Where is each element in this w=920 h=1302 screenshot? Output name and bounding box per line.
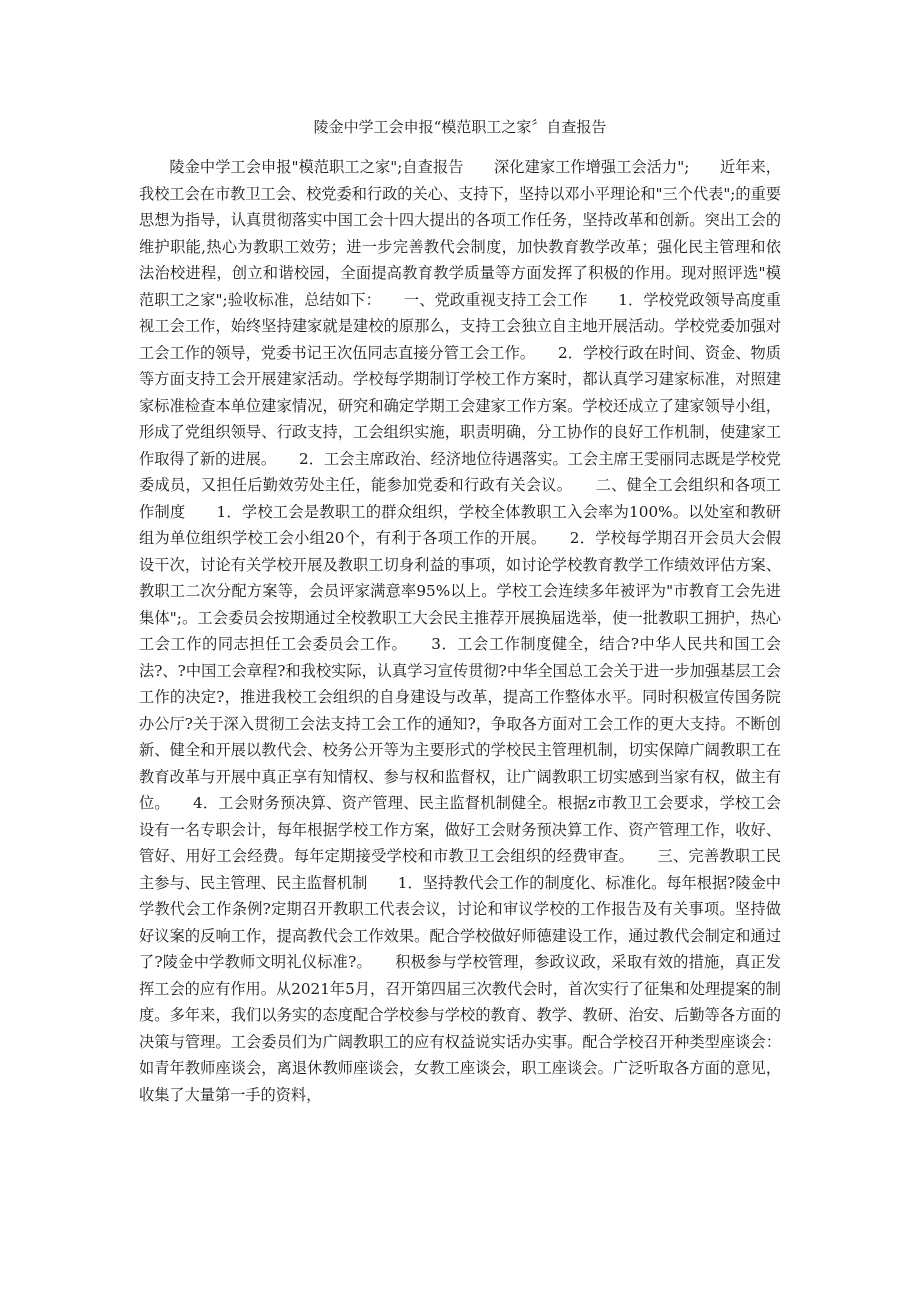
document-title: 陵金中学工会申报“模范职工之家〞自查报告 [313,118,607,136]
document-body-paragraph: 陵金中学工会申报"模范职工之家";自查报告 深化建家工作增强工会活力"; 近年来，我校工会在市教卫工会、校党委和行政的关心、支持下，坚持以邓小平理论和"三个代表";的重要思想为指导，认真贯彻落实中国工会十四大提出的各项工作任务，坚持改革和创新。突出工会的维护职能,热心为教职工效劳；进一步完善教代会制度，加快教育教学改革；强化民主管理和依法治校进程，创立和谐校园，全面提高教育教学质量等方面发挥了积极的作用。现对照评选"模范职工之家";验收标准，总结如下： 一、党政重视支持工会工作 1．学校党政领导高度重视工会工作，始终坚持建家就是建校的原那么，支持工会独立自主地开展活动。学校党委加强对工会工作的领导，党委书记王次伍同志直接分管工会工作。 2．学校行政在时间、资金、物质等方面支持工会开展建家活动。学校每学期制订学校工作方案时，都认真学习建家标准，对照建家标准检查本单位建家情况，研究和确定学期工会建家工作方案。学校还成立了建家领导小组，形成了党组织领导、行政支持，工会组织实施，职责明确，分工协作的良好工作机制，使建家工作取得了新的进展。 2．工会主席政治、经济地位待遇落实。工会主席王雯丽同志既是学校党委成员，又担任后勤效劳处主任，能参加党委和行政有关会议。 二、健全工会组织和各项工作制度 1．学校工会是教职工的群众组织，学校全体教职工入会率为100%。以处室和教研组为单位组织学校工会小组20个，有利于各项工作的开展。 2．学校每学期召开会员大会假设干次，讨论有关学校开展及教职工切身利益的事项，如讨论学校教育教学工作绩效评估方案、教职工二次分配方案等，会员评家满意率95%以上。学校工会连续多年被评为"市教育工会先进集体";。工会委员会按期通过全校教职工大会民主推荐开展换届选举，使一批教职工拥护，热心工会工作的同志担任工会委员会工作。 3．工会工作制度健全，结合?中华人民共和国工会法?、?中国工会章程?和我校实际，认真学习宣传贯彻?中华全国总工会关于进一步加强基层工会工作的决定?，推进我校工会组织的自身建设与改革，提高工作整体水平。同时积极宣传国务院办公厅?关于深入贯彻工会法支持工会工作的通知?，争取各方面对工会工作的更大支持。不断创新、健全和开展以教代会、校务公开等为主要形式的学校民主管理机制，切实保障广阔教职工在教育改革与开展中真正享有知情权、参与权和监督权，让广阔教职工切实感到当家有权，做主有位。 4．工会财务预决算、资产管理、民主监督机制健全。根据z市教卫工会要求，学校工会设有一名专职会计，每年根据学校工作方案，做好工会财务预决算工作、资产管理工作，收好、管好、用好工会经费。每年定期接受学校和市教卫工会组织的经费审查。 三、完善教职工民主参与、民主管理、民主监督机制 1．坚持教代会工作的制度化、标准化。每年根据?陵金中学教代会工作条例?定期召开教职工代表会议，讨论和审议学校的工作报告及有关事项。坚持做好议案的反响工作，提高教代会工作效果。配合学校做好师德建设工作，通过教代会制定和通过了?陵金中学教师文明礼仪标准?。 积极参与学校管理，参政议政，采取有效的措施，真正发挥工会的应有作用。从2021年5月，召开第四届三次教代会时，首次实行了征集和处理提案的制度。多年来，我们以务实的态度配合学校参与学校的教育、教学、教研、治安、后勤等各方面的决策与管理。工会委员们为广阔教职工的应有权益说实话办实事。配合学校召开种类型座谈会：如青年教师座谈会，离退休教师座谈会，女教工座谈会，职工座谈会。广泛听取各方面的意见，收集了大量第一手的资料， [139,158,781,1104]
